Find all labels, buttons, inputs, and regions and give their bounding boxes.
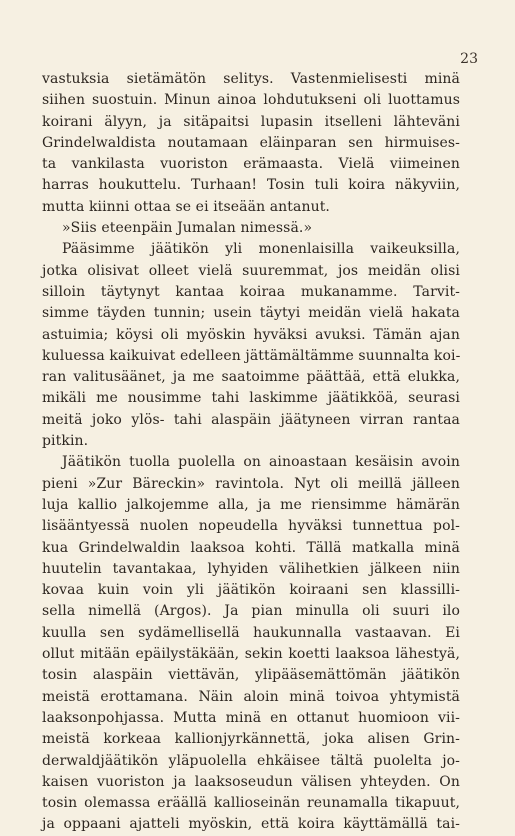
text-line: siihen suostuin. Minun ainoa lohdutukseni oli luottamus [42,92,460,109]
text-line: pitkin. [42,433,89,450]
text-line: koirani älyyn, ja sitäpaitsi lupasin itselleni lähteväni [42,113,460,130]
text-line: simme täyden tunnin; usein täytyi meidän vielä hakata [42,305,460,322]
text-line: pieni »Zur Bäreckin» ravintola. Nyt oli meillä jälleen [42,475,460,492]
text-line: tosin alaspäin viettävän, ylipääsemättömän jäätikön [42,667,460,684]
text-line: kovaa kuin voin yli jäätikön koiraani sen klassilli- [42,582,460,599]
text-line: meistä erottamana. Näin aloin minä toivoa yhtymistä [42,688,460,705]
text-line: mikäli me nousimme tahi laskimme jäätikköä, seurasi [42,390,460,407]
text-line: kua Grindelwaldin laaksoa kohti. Tällä matkalla minä [42,539,460,556]
text-line: Grindelwaldista noutamaan eläinparan sen hirmuises- [42,134,460,151]
text-line: silloin täytynyt kantaa koiraa mukanamme. Tarvit- [42,283,460,300]
text-line: vastuksia sietämätön selitys. Vastenmielisesti minä [42,71,460,87]
text-line: kaisen vuoriston ja laaksoseudun välisen yhteyden. On [42,773,460,790]
text-line: laaksonpohjassa. Mutta minä en ottanut huomioon vii- [42,709,460,726]
text-line: meitä joko ylös- tahi alaspäin jäätyneen virran rantaa [42,411,460,428]
text-line: mutta kiinni ottaa se ei itseään antanut. [42,198,330,215]
page-number: 23 [460,51,478,67]
body-text [42,69,460,836]
text-line: meistä korkeaa kallionjyrkännettä, joka alisen Grin- [42,731,460,748]
text-line: tosin olemassa eräällä kallioseinän reunamalla tikapuut, [42,795,460,812]
text-line: »Siis eteenpäin Jumalan nimessä.» [62,220,313,237]
text-line: ja oppaani ajatteli myöskin, että koira käyttämällä tai- [42,816,460,833]
text-line: harras houkuttelu. Turhaan! Tosin tuli koira näkyviin, [42,177,460,194]
text-line: lisääntyessä nuolen nopeudella hyväksi tunnettua pol- [42,518,460,535]
text-line: Jäätikön tuolla puolella on ainoastaan kesäisin avoin [62,454,460,471]
text-line: ta vankilasta vuoriston erämaasta. Vielä viimeinen [42,156,460,173]
text-line: kuluessa kaikuivat edelleen jättämältämme suunnalta koi- [42,347,461,364]
text-line: derwaldjäätikön yläpuolella ehkäisee tältä puolelta jo- [42,752,460,769]
text-line: astuimia; köysi oli myöskin hyväksi avuksi. Tämän ajan [42,326,460,343]
text-line: kuulla sen sydämellisellä haukunnalla vastaavan. Ei [42,624,460,641]
text-line: Pääsimme jäätikön yli monenlaisilla vaikeuksilla, [62,241,460,258]
text-line: huutelin tavantakaa, lyhyiden välihetkien jälkeen niin [42,560,460,577]
text-line: ollut mitään epäilystäkään, sekin koetti laaksoa lähestyä, [42,646,460,663]
text-line: sella nimellä (Argos). Ja pian minulla oli suuri ilo [42,603,460,620]
text-line: luja kallio jalkojemme alla, ja me riensimme hämärän [42,496,460,513]
text-line: ran valitusäänet, ja me saatoimme päättää, että elukka, [42,369,460,386]
text-line: jotka olisivat olleet vielä suuremmat, jos meidän olisi [42,262,460,279]
